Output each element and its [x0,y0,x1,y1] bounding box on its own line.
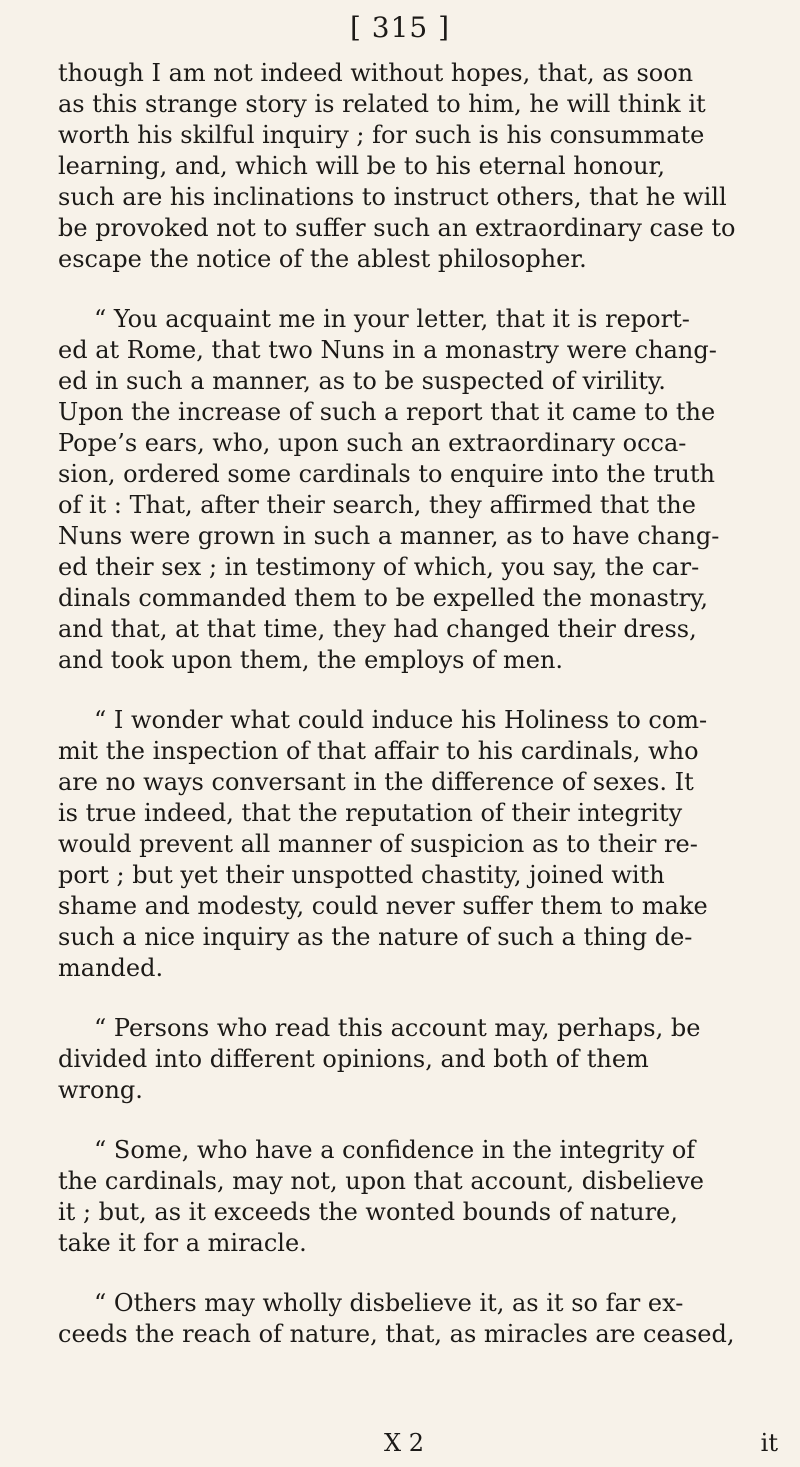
text-line: “ Persons who read this account may, perhaps, be [94,1014,701,1042]
text-line: Upon the increase of such a report that it came to the [58,398,716,426]
paragraph-3 [58,705,778,984]
text-line: mit the inspection of that affair to his cardinals, who [58,737,699,765]
text-line: be provoked not to suffer such an extraordinary case to [58,214,736,242]
page-footer [58,1428,778,1459]
text-line: port ; but yet their unspotted chastity, joined with [58,861,665,889]
text-line: such are his inclinations to instruct others, that he will [58,183,727,211]
text-line: and took upon them, the employs of men. [58,646,564,674]
signature-mark: X 2 [384,1429,424,1457]
catchword: it [760,1429,778,1457]
paragraph-4 [58,1013,778,1106]
text-line: take it for a miracle. [58,1229,307,1257]
page-number-header: [ 315 ] [349,11,451,44]
paragraph-2 [58,304,778,676]
text-line: ed their sex ; in testimony of which, you say, the car- [58,553,700,581]
text-line: wrong. [58,1076,143,1104]
text-line: “ I wonder what could induce his Holiness to com- [94,706,708,734]
text-line: is true indeed, that the reputation of their integrity [58,799,683,827]
text-line: “ Others may wholly disbelieve it, as it so far ex- [94,1289,684,1317]
text-line: dinals commanded them to be expelled the monastry, [58,584,708,612]
text-line: shame and modesty, could never suffer them to make [58,892,708,920]
text-line: the cardinals, may not, upon that account, disbelieve [58,1167,705,1195]
text-line: such a nice inquiry as the nature of such a thing de- [58,923,693,951]
text-line: ed in such a manner, as to be suspected of virility. [58,367,666,395]
text-line: are no ways conversant in the difference of sexes. It [58,768,694,796]
text-line: ed at Rome, that two Nuns in a monastry were chang- [58,336,717,364]
text-line: “ Some, who have a confidence in the integrity of [94,1136,696,1164]
text-line: as this strange story is related to him, he will think it [58,90,706,118]
text-line: of it : That, after their search, they affirmed that the [58,491,696,519]
text-line: though I am not indeed without hopes, that, as soon [58,59,694,87]
text-line: ceeds the reach of nature, that, as miracles are ceased, [58,1320,735,1348]
text-line: and that, at that time, they had changed their dress, [58,615,697,643]
paragraph-1 [58,58,778,275]
text-line: learning, and, which will be to his eternal honour, [58,152,665,180]
text-line: worth his skilful inquiry ; for such is his consummate [58,121,705,149]
text-line: Nuns were grown in such a manner, as to have chang- [58,522,720,550]
paragraph-6 [58,1288,778,1350]
text-line: would prevent all manner of suspicion as to their re- [58,830,698,858]
text-line: escape the notice of the ablest philosopher. [58,245,587,273]
text-line: it ; but, as it exceeds the wonted bounds of nature, [58,1198,678,1226]
text-line: manded. [58,954,164,982]
page-text [58,58,778,1379]
paragraph-5 [58,1135,778,1259]
text-line: divided into different opinions, and both of them [58,1045,649,1073]
text-line: “ You acquaint me in your letter, that it is report- [94,305,690,333]
text-line: Pope’s ears, who, upon such an extraordinary occa- [58,429,687,457]
text-line: sion, ordered some cardinals to enquire into the truth [58,460,715,488]
